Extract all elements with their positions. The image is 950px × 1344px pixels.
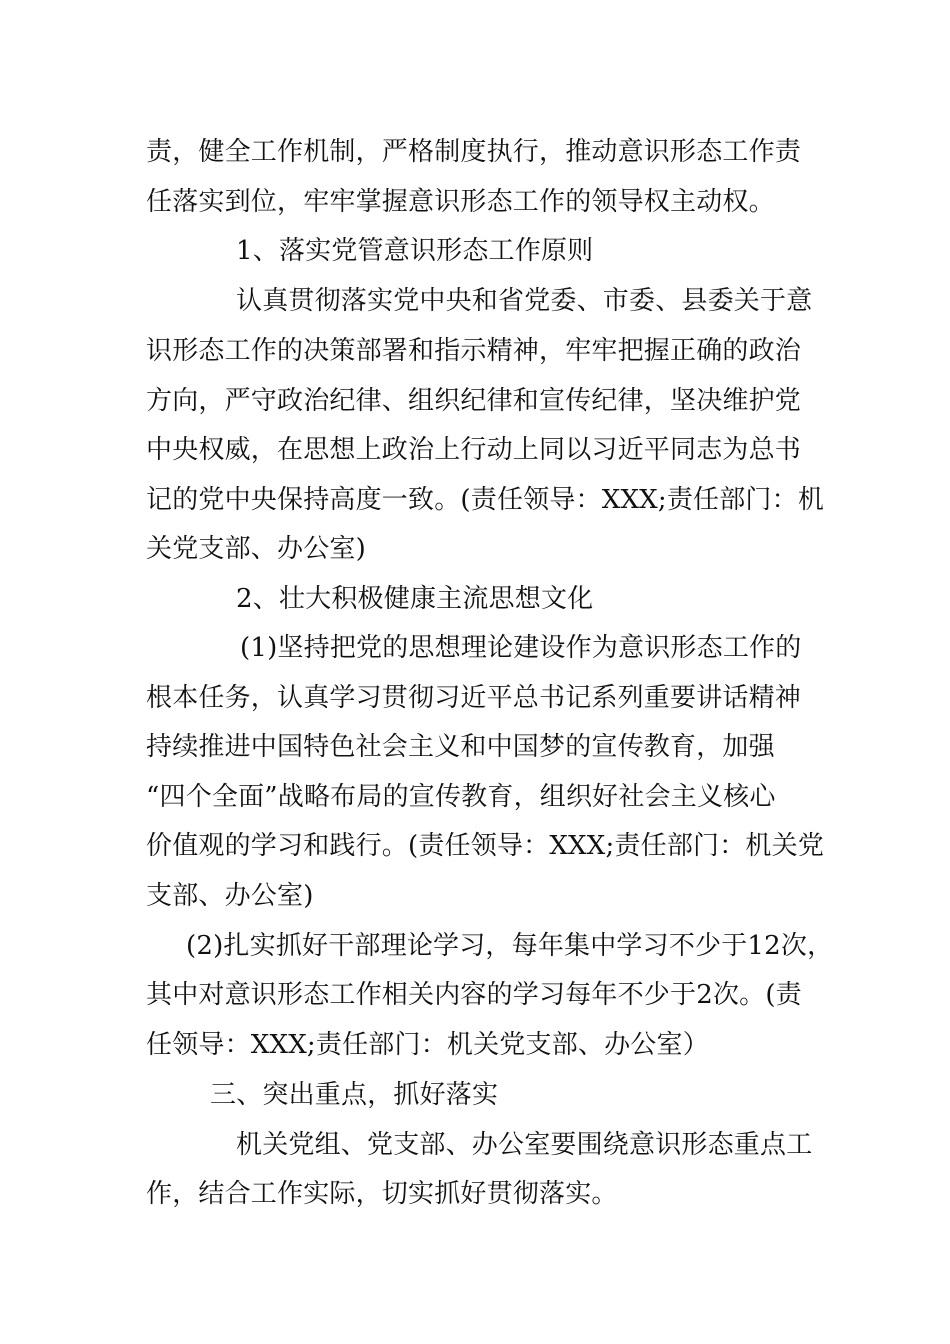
- text-line-14: “四个全面”战略布局的宣传教育，组织好社会主义核心: [146, 782, 776, 812]
- text-line-15: 价值观的学习和践行。(责任领导：XXX;责任部门：机关党: [146, 831, 825, 861]
- text-line-16: 支部、办公室): [146, 881, 314, 911]
- text-line-2: 任落实到位，牢牢掌握意识形态工作的领导权主动权。: [146, 187, 775, 217]
- text-line-6: 方向，严守政治纪律、组织纪律和宣传纪律，坚决维护党: [146, 386, 802, 416]
- text-line-21: 机关党组、党支部、办公室要围绕意识形态重点工: [236, 1130, 813, 1160]
- text-line-22: 作，结合工作实际，切实抓好贯彻落实。: [146, 1179, 618, 1209]
- text-line-17: (2)扎实抓好干部理论学习，每年集中学习不少于12次，: [186, 931, 834, 961]
- section-heading-3: 三、突出重点，抓好落实: [210, 1080, 499, 1110]
- section-heading-2: 2、壮大积极健康主流思想文化: [236, 584, 594, 614]
- text-line-19: 任领导：XXX;责任部门：机关党支部、办公室）: [146, 1030, 709, 1060]
- text-line-9: 关党支部、办公室): [146, 534, 366, 564]
- text-line-1: 责，健全工作机制，严格制度执行，推动意识形态工作责: [146, 137, 802, 167]
- text-line-7: 中央权威，在思想上政治上行动上同以习近平同志为总书: [146, 435, 802, 465]
- text-line-5: 识形态工作的决策部署和指示精神，牢牢把握正确的政治: [146, 336, 802, 366]
- text-line-12: 根本任务，认真学习贯彻习近平总书记系列重要讲话精神: [146, 683, 802, 713]
- text-line-4: 认真贯彻落实党中央和省党委、市委、县委关于意: [236, 286, 813, 316]
- text-line-8: 记的党中央保持高度一致。(责任领导：XXX;责任部门：机: [146, 485, 825, 515]
- section-heading-1: 1、落实党管意识形态工作原则: [236, 236, 594, 266]
- text-line-11: (1)坚持把党的思想理论建设作为意识形态工作的: [240, 633, 802, 663]
- text-line-13: 持续推进中国特色社会主义和中国梦的宣传教育，加强: [146, 732, 775, 762]
- text-line-18: 其中对意识形态工作相关内容的学习每年不少于2次。(责: [146, 980, 802, 1010]
